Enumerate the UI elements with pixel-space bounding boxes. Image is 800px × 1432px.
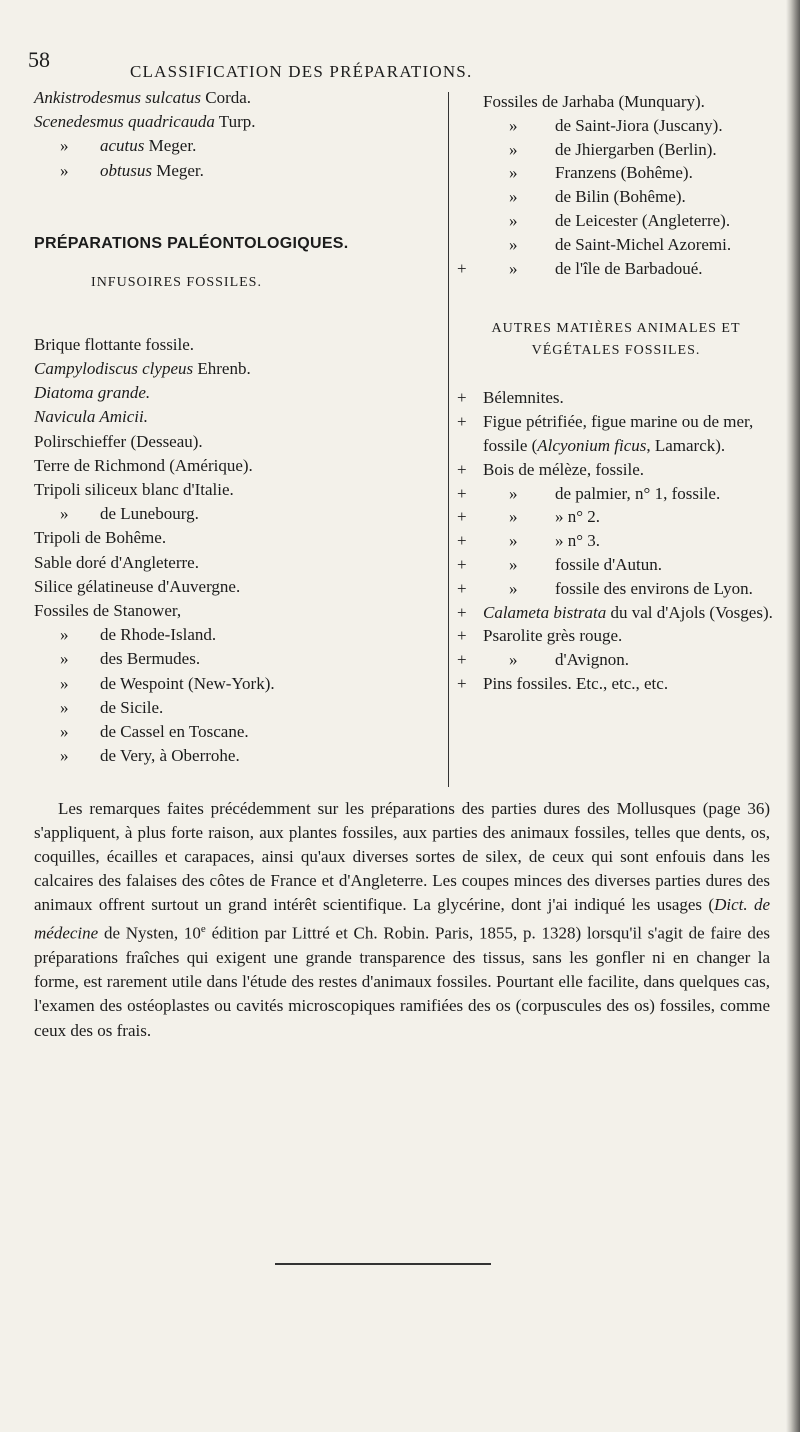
- entry-content: [483, 386, 775, 410]
- list-item: [457, 233, 775, 257]
- list-item: [457, 624, 775, 648]
- ditto-mark: »: [509, 234, 518, 254]
- list-item: [34, 357, 439, 381]
- list-item: [34, 134, 439, 158]
- ditto-mark: »: [60, 697, 69, 717]
- cross-mark: +: [457, 554, 467, 574]
- list-item: [34, 381, 439, 405]
- cross-mark: +: [457, 673, 467, 693]
- list-item: [34, 159, 439, 183]
- list-item: [457, 482, 775, 506]
- entry-text: de Leicester (Angleterre).: [555, 210, 731, 230]
- cross-mark: +: [457, 483, 467, 503]
- list-item: [34, 647, 439, 671]
- entry-text: d'Avignon.: [555, 650, 630, 670]
- paragraph-citation: Dict. de médecine: [34, 895, 770, 944]
- list-item: [34, 430, 439, 454]
- matieres-list: [457, 386, 775, 695]
- entry-text: de Saint-Michel Azoremi.: [555, 234, 732, 254]
- entry-text: de Lunebourg.: [100, 504, 199, 524]
- entry-content: [483, 601, 775, 625]
- list-item: [34, 454, 439, 478]
- entry-content: [509, 505, 775, 529]
- list-item: [457, 161, 775, 185]
- ditto-mark: »: [509, 650, 518, 670]
- taxon-name: Diatoma grande.: [34, 383, 151, 403]
- ditto-mark: »: [509, 139, 518, 159]
- entry-text: de Very, à Oberrohe.: [100, 746, 240, 766]
- entry-text: Corda.: [205, 88, 252, 107]
- page-number: 58: [28, 47, 50, 72]
- entry-text: Psarolite grès rouge.: [483, 626, 623, 646]
- entry-text: Terre de Richmond (Amérique).: [34, 455, 253, 475]
- list-item: [457, 257, 775, 281]
- list-item: [457, 648, 775, 672]
- ditto-mark: »: [509, 507, 518, 527]
- ditto-mark: »: [60, 160, 69, 180]
- paragraph-text-2: de Nysten, 10: [98, 924, 201, 944]
- page-edge-shadow: [786, 0, 800, 1432]
- ditto-mark: »: [60, 504, 69, 524]
- entry-text: Franzens (Bohême).: [555, 163, 693, 183]
- cross-mark: +: [457, 388, 467, 408]
- list-item: [457, 553, 775, 577]
- entry-text: Ehrenb.: [197, 359, 251, 379]
- body-paragraph: [34, 797, 770, 1043]
- subsection-heading: INFUSOIRES FOSSILES.: [91, 274, 262, 290]
- entry-text: de palmier, n° 1, fossile.: [555, 483, 721, 503]
- entry-text: Meger.: [156, 160, 204, 180]
- list-item: [34, 623, 439, 647]
- entry-text: Tripoli de Bohême.: [34, 528, 167, 548]
- section-heading: PRÉPARATIONS PALÉONTOLOGIQUES.: [34, 234, 349, 252]
- paragraph-text-1: Les remarques faites précédemment sur les préparations des parties dures des Mollusques (page 36) s'appliquent, à plus forte raison, aux plantes fossiles, aux parties des animaux fossiles, telles que dents, os, coquilles, écailles et carapaces, ainsi qu'aux diverses sortes de silex, de ceux qui sont enfouis dans les calcaires des falaises des côtes de France et d'Angleterre. Les coupes minces des diverses parties dures des animaux offrent surtout un grand intérêt scientifique. La glycérine, dont j'ai indiqué les usages (: [34, 799, 770, 915]
- ditto-mark: »: [509, 115, 518, 135]
- left-top-list: [34, 86, 439, 183]
- list-item: [457, 458, 775, 482]
- entry-text: de Bilin (Bohême).: [555, 187, 686, 207]
- entry-text: Tripoli siliceux blanc d'Italie.: [34, 480, 234, 500]
- entry-text: Figue pétrifiée, figue marine ou de mer, fossile (: [483, 412, 754, 455]
- list-item: [457, 505, 775, 529]
- list-item: [457, 90, 775, 114]
- list-item: [34, 744, 439, 768]
- entry-text: de Sicile.: [100, 697, 164, 717]
- entry-content: [509, 209, 775, 233]
- cross-mark: +: [457, 626, 467, 646]
- cross-mark: +: [457, 650, 467, 670]
- section-heading-right-line1: AUTRES MATIÈRES ANIMALES ET: [491, 321, 741, 337]
- list-item: [34, 333, 439, 357]
- list-item: [34, 110, 439, 134]
- list-item: [457, 138, 775, 162]
- ditto-mark: »: [509, 187, 518, 207]
- section-heading-right-line2: VÉGÉTALES FOSSILES.: [531, 343, 701, 359]
- ditto-mark: »: [60, 649, 69, 669]
- footnote-rule: [275, 1263, 491, 1265]
- entry-content: [509, 577, 775, 601]
- list-item: [457, 672, 775, 696]
- entry-content: [509, 482, 775, 506]
- entry-content: [509, 257, 775, 281]
- entry-content: [483, 90, 775, 114]
- entry-text: Polirschieffer (Desseau).: [34, 431, 203, 451]
- entry-content: [509, 233, 775, 257]
- section-heading-right: [457, 318, 775, 362]
- entry-content: [509, 185, 775, 209]
- ditto-mark: »: [509, 483, 518, 503]
- entry-text: Sable doré d'Angleterre.: [34, 552, 199, 572]
- taxon-name: Scenedesmus quadricauda: [34, 112, 215, 132]
- entry-content: [509, 529, 775, 553]
- list-item: [34, 599, 439, 623]
- entry-text: de Rhode-Island.: [100, 625, 217, 645]
- taxon-name: Navicula Amicii.: [34, 407, 148, 427]
- ditto-mark: »: [509, 163, 518, 183]
- ditto-mark: »: [509, 578, 518, 598]
- list-item: [457, 529, 775, 553]
- entry-text: des Bermudes.: [100, 649, 201, 669]
- list-item: [34, 502, 439, 526]
- entry-content: [509, 138, 775, 162]
- ditto-mark: »: [60, 746, 69, 766]
- entry-text: de Cassel en Toscane.: [100, 722, 249, 742]
- list-item: [34, 405, 439, 429]
- list-item: [34, 672, 439, 696]
- cross-mark: +: [457, 459, 467, 479]
- ditto-mark: »: [509, 210, 518, 230]
- infusoires-list: [34, 333, 439, 769]
- taxon-name: Ankistrodesmus sulcatus: [34, 88, 202, 107]
- entry-text: Turp.: [218, 112, 256, 132]
- entry-content: [483, 458, 775, 482]
- entry-text-suffix: , Lamarck).: [646, 435, 726, 455]
- entry-text: de Wespoint (New-York).: [100, 673, 275, 693]
- taxon-name: Alcyonium ficus: [537, 435, 647, 455]
- list-item: [457, 114, 775, 138]
- entry-text-suffix: du val d'Ajols (Vosges).: [606, 602, 773, 622]
- taxon-name: obtusus: [100, 160, 152, 180]
- entry-content: [509, 553, 775, 577]
- list-item: [34, 720, 439, 744]
- list-item: [457, 601, 775, 625]
- list-item: [34, 526, 439, 550]
- left-column: [34, 86, 439, 768]
- entry-text: Meger.: [148, 136, 197, 156]
- list-item: [34, 551, 439, 575]
- entry-text: Pins fossiles. Etc., etc., etc.: [483, 673, 669, 693]
- cross-mark: +: [457, 507, 467, 527]
- taxon-name: Calameta bistrata: [483, 602, 607, 622]
- cross-mark: +: [457, 412, 467, 432]
- ditto-mark: »: [509, 258, 518, 278]
- entry-content: [483, 672, 775, 696]
- ditto-mark: »: [509, 554, 518, 574]
- list-item: [457, 410, 775, 458]
- paragraph-text-3: édition par Littré et Ch. Robin. Paris, 1855, p. 1328) lorsqu'il s'agit de faire des préparations fraîches qui exigent une grande transparence des tissus, sans les gonfler ni en changer la forme, est rarement utile dans l'étude des restes d'animaux fossiles. Pourtant elle facilite, dans quelques cas, l'examen des ostéoplastes ou cavités microscopiques ramifiées des os (corpuscules des os) fossiles, comme ceux des os frais.: [34, 924, 770, 1040]
- entry-text: » n° 2.: [555, 507, 601, 527]
- entry-text: » n° 3.: [555, 531, 601, 551]
- fossiles-list: [457, 90, 775, 280]
- entry-content: [509, 114, 775, 138]
- paragraph-superscript: e: [200, 923, 206, 936]
- entry-content: [509, 648, 775, 672]
- entry-text: Fossiles de Jarhaba (Munquary).: [483, 92, 705, 111]
- ditto-mark: »: [60, 722, 69, 742]
- cross-mark: +: [457, 258, 467, 278]
- list-item: [34, 696, 439, 720]
- cross-mark: +: [457, 531, 467, 551]
- list-item: [34, 575, 439, 599]
- entry-text: fossile des environs de Lyon.: [555, 578, 753, 598]
- list-item: [457, 185, 775, 209]
- entry-text: Bélemnites.: [483, 388, 564, 408]
- running-title: CLASSIFICATION DES PRÉPARATIONS.: [130, 62, 473, 81]
- taxon-name: Campylodiscus clypeus: [34, 359, 194, 379]
- entry-text: Brique flottante fossile.: [34, 334, 195, 354]
- ditto-mark: »: [60, 625, 69, 645]
- entry-text: fossile d'Autun.: [555, 554, 662, 574]
- entry-content: [483, 410, 775, 458]
- list-item: [457, 386, 775, 410]
- right-column: [457, 90, 775, 696]
- ditto-mark: »: [509, 531, 518, 551]
- cross-mark: +: [457, 578, 467, 598]
- ditto-mark: »: [60, 136, 69, 156]
- entry-text: Bois de mélèze, fossile.: [483, 459, 644, 479]
- entry-text: de l'île de Barbadoué.: [555, 258, 703, 278]
- list-item: [457, 209, 775, 233]
- taxon-name: acutus: [100, 136, 145, 156]
- entry-content: [509, 161, 775, 185]
- entry-text: Silice gélatineuse d'Auvergne.: [34, 576, 241, 596]
- column-divider: [448, 92, 449, 787]
- entry-text: de Jhiergarben (Berlin).: [555, 139, 717, 159]
- list-item: [34, 478, 439, 502]
- list-item: [457, 577, 775, 601]
- ditto-mark: »: [60, 673, 69, 693]
- entry-text: Fossiles de Stanower,: [34, 601, 182, 621]
- entry-content: [483, 624, 775, 648]
- entry-text: de Saint-Jiora (Juscany).: [555, 115, 723, 135]
- list-item: [34, 86, 439, 110]
- cross-mark: +: [457, 602, 467, 622]
